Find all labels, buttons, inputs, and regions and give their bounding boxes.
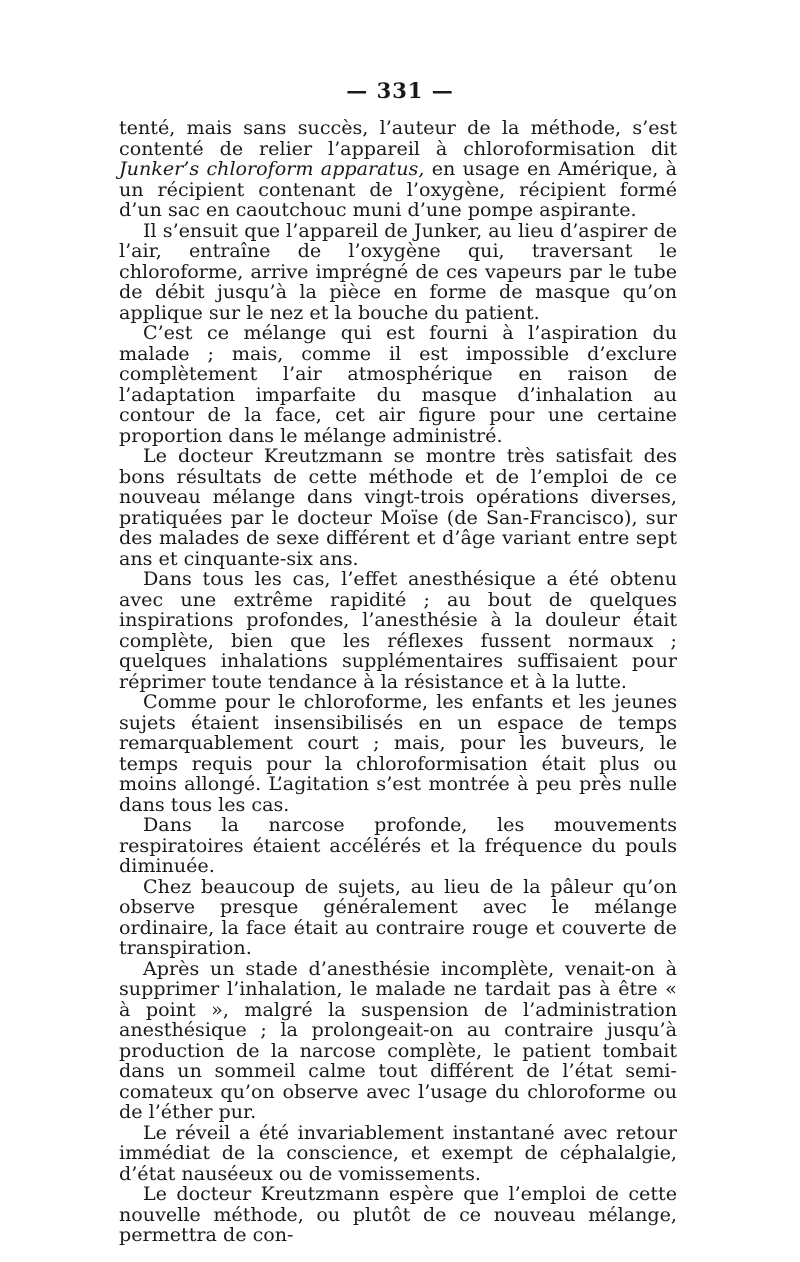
paragraph-8: Chez beaucoup de sujets, au lieu de la pâleur qu’on observe presque généralement avec le mélange ordinaire, la face était au contraire rouge et couverte de transpiration. <box>119 874 677 959</box>
paragraph-2: Il s’ensuit que l’appareil de Junker, au lieu d’aspirer de l’air, entraîne de l’oxygène qui, traversant le chloroforme, arrive imprégné de ces vapeurs par le tube de débit jusqu’à la pièce en forme de masque qu’on applique sur le nez et la bouche du patient. <box>119 218 677 324</box>
apparatus-name: Junker’s chloroform apparatus, <box>119 157 425 180</box>
paragraph-5: Dans tous les cas, l’effet anesthésique a été obtenu avec une extrême rapidité ; au bout de quelques inspirations profondes, l’anesthésie à la douleur était complète, bien que les réflexes fussent normaux ; quelques inhalations supplémentaires suffisaient pour réprimer toute tendance à la résistance et à la lutte. <box>119 567 677 693</box>
paragraph-1 <box>119 118 677 221</box>
paragraph-11: Le docteur Kreutzmann espère que l’emploi de cette nouvelle méthode, ou plutôt de ce nouveau mélange, permettra de con- <box>119 1182 677 1246</box>
body-text <box>119 118 677 1246</box>
paragraph-1-end: en usage en Amérique, à un récipient contenant de l’oxygène, récipient formé d’un sac en caoutchouc muni d’une pompe aspirante. <box>119 157 677 221</box>
page-number: — 331 — <box>346 78 454 103</box>
paragraph-9: Après un stade d’anesthésie incomplète, venait-on à supprimer l’inhalation, le malade ne tardait pas à être « à point », malgré la suspension de l’administration anesthésique ; la prolongeait-on au contraire jusqu’à production de la narcose complète, le patient tombait dans un sommeil calme tout différent de l’état semi-comateux qu’on observe avec l’usage du chloroforme ou de l’éther pur. <box>119 956 677 1123</box>
paragraph-6: Comme pour le chloroforme, les enfants et les jeunes sujets étaient insensibilisés en un espace de temps remarquablement court ; mais, pour les buveurs, le temps requis pour la chloroformisation était plus ou moins allongé. L’agitation s’est montrée à peu près nulle dans tous les cas. <box>119 690 677 816</box>
paragraph-10: Le réveil a été invariablement instantané avec retour immédiat de la conscience, et exempt de céphalalgie, d’état nauséeux ou de vomissements. <box>119 1120 677 1185</box>
paragraph-4: Le docteur Kreutzmann se montre très satisfait des bons résultats de cette méthode et de l’emploi de ce nouveau mélange dans vingt-trois opérations diverses, pratiquées par le docteur Moïse (de San-Francisco), sur des malades de sexe différent et d’âge variant entre sept ans et cinquante-six ans. <box>119 444 677 570</box>
paragraph-3: C’est ce mélange qui est fourni à l’aspiration du malade ; mais, comme il est impossible d’exclure complètement l’air atmosphérique en raison de l’adaptation imparfaite du masque d’inhalation au contour de la face, cet air figure pour une certaine proportion dans le mélange administré. <box>119 321 677 447</box>
paragraph-7: Dans la narcose profonde, les mouvements respiratoires étaient accélérés et la fréquence du pouls diminuée. <box>119 813 677 877</box>
paragraph-1-start: tenté, mais sans succès, l’auteur de la méthode, s’est contenté de relier l’appareil à chloroformisation dit <box>119 116 677 160</box>
